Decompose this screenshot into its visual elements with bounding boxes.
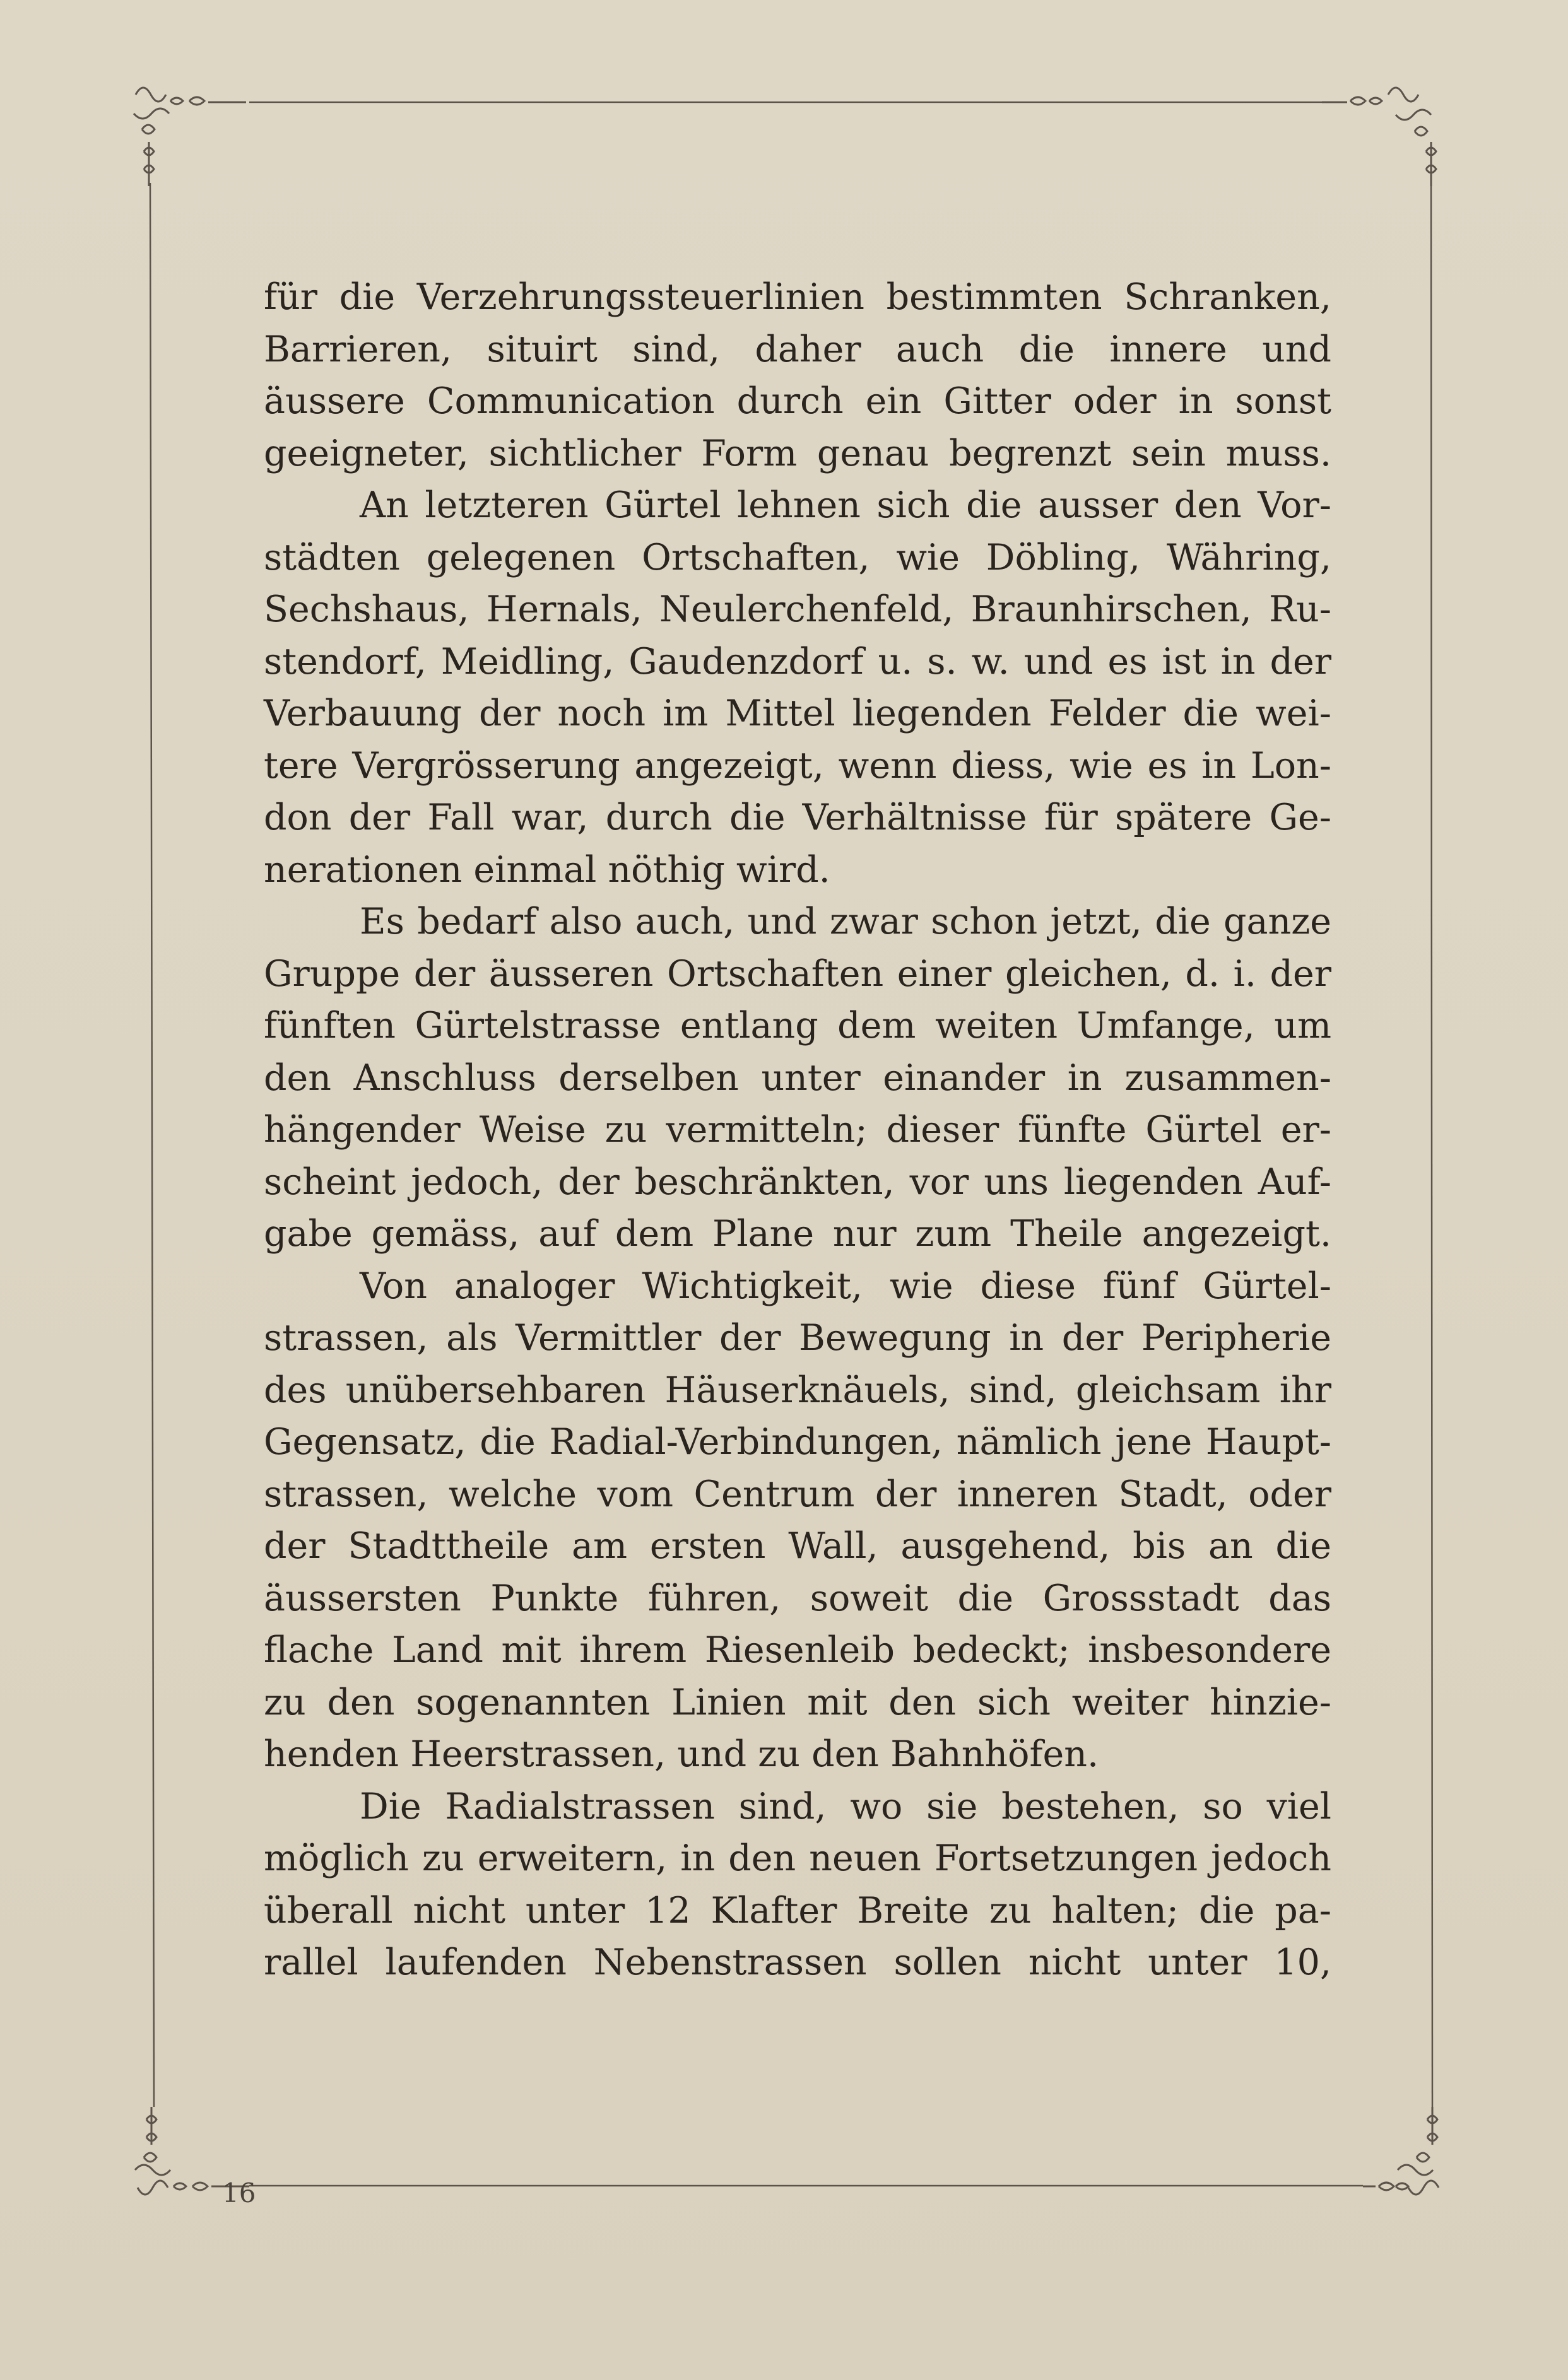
frame-right-rule — [1431, 183, 1432, 2107]
page-number: 16 — [222, 2178, 256, 2208]
text-line: Die Radialstrassen sind, wo sie bestehen, so viel — [360, 1785, 1331, 1827]
corner-ornament-bottom-right — [1363, 2107, 1439, 2195]
text-line: des unübersehbaren Häuserknäuels, sind, gleichsam ihr — [264, 1369, 1331, 1411]
text-line: tere Vergrösserung angezeigt, wenn diess, wie es in Lon- — [264, 744, 1331, 787]
text-line: zu den sogenannten Linien mit den sich weiter hinzie- — [264, 1681, 1331, 1723]
paragraph-5 — [264, 1781, 1331, 1989]
text-line: rallel laufenden Nebenstrassen sollen nicht unter 10, — [264, 1942, 1331, 1983]
text-line: Barrieren, situirt sind, daher auch die innere und — [264, 328, 1331, 370]
text-line: den Anschluss derselben unter einander in zusammen- — [264, 1057, 1331, 1099]
paragraph-1 — [264, 271, 1331, 479]
text-line: strassen, welche vom Centrum der inneren Stadt, oder — [264, 1473, 1331, 1515]
corner-ornament-top-left — [134, 88, 246, 186]
paragraph-4 — [264, 1260, 1331, 1781]
text-line: städten gelegenen Ortschaften, wie Döbling, Währing, — [264, 536, 1331, 578]
text-line: überall nicht unter 12 Klafter Breite zu halten; die pa- — [264, 1889, 1331, 1932]
text-line: Es bedarf also auch, und zwar schon jetzt, die ganze — [360, 901, 1331, 942]
text-line: gabe gemäss, auf dem Plane nur zum Theile angezeigt. — [264, 1213, 1331, 1255]
text-line: don der Fall war, durch die Verhältnisse für spätere Ge- — [264, 797, 1331, 838]
text-line: Sechshaus, Hernals, Neulerchenfeld, Braunhirschen, Ru- — [264, 589, 1331, 630]
text-line: An letzteren Gürtel lehnen sich die ausser den Vor- — [360, 484, 1331, 526]
corner-ornament-top-right — [1322, 88, 1436, 186]
text-line: der Stadttheile am ersten Wall, ausgehend, bis an die — [264, 1525, 1331, 1567]
text-line: möglich zu erweitern, in den neuen Fortsetzungen jedoch — [264, 1838, 1331, 1879]
text-line: nerationen einmal nöthig wird. — [264, 848, 830, 891]
text-line: scheint jedoch, der beschränkten, vor uns liegenden Auf- — [264, 1161, 1331, 1203]
text-line: äussersten Punkte führen, soweit die Grossstadt das — [264, 1577, 1331, 1619]
text-line: Von analoger Wichtigkeit, wie diese fünf Gürtel- — [360, 1265, 1331, 1307]
paragraph-2 — [264, 479, 1331, 896]
text-line: henden Heerstrassen, und zu den Bahnhöfen. — [264, 1733, 1099, 1775]
text-line: hängender Weise zu vermitteln; dieser fünfte Gürtel er- — [264, 1109, 1331, 1151]
paragraph-3 — [264, 896, 1331, 1260]
text-line: geeigneter, sichtlicher Form genau begrenzt sein muss. — [264, 432, 1331, 474]
text-line: Gegensatz, die Radial-Verbindungen, nämlich jene Haupt- — [264, 1421, 1331, 1463]
text-line: äussere Communication durch ein Gitter oder in sonst — [264, 380, 1331, 422]
frame-left-rule — [150, 183, 154, 2107]
text-line: flache Land mit ihrem Riesenleib bedeckt; insbesondere — [264, 1629, 1331, 1671]
text-line: stendorf, Meidling, Gaudenzdorf u. s. w. und es ist in der — [264, 640, 1331, 683]
text-line: fünften Gürtelstrasse entlang dem weiten Umfange, um — [264, 1005, 1331, 1046]
text-line: für die Verzehrungssteuerlinien bestimmten Schranken, — [264, 276, 1331, 318]
body-text — [264, 271, 1331, 2088]
text-line: strassen, als Vermittler der Bewegung in der Peripherie — [264, 1317, 1331, 1359]
text-line: Gruppe der äusseren Ortschaften einer gleichen, d. i. der — [264, 953, 1331, 995]
text-line: Verbauung der noch im Mittel liegenden Felder die wei- — [264, 693, 1331, 734]
